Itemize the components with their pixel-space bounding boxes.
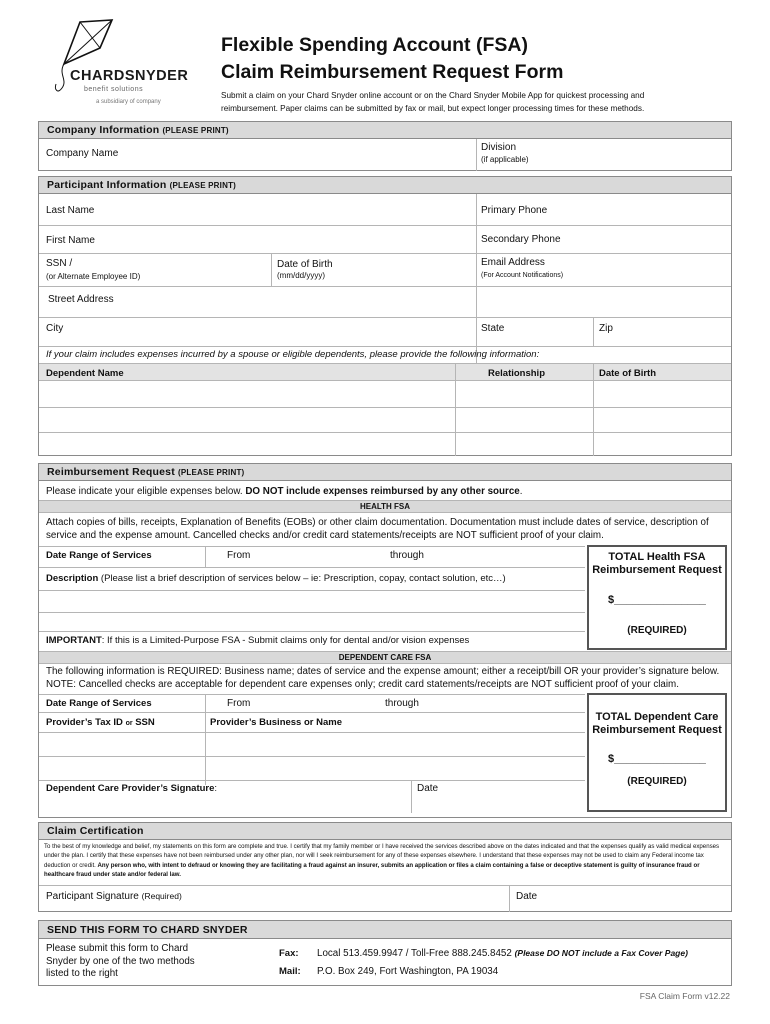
send-instructions: Please submit this form to Chard Snyder by one of the two methods listed to the right: [46, 943, 195, 979]
health-total-box[interactable]: [587, 545, 727, 650]
dob-field[interactable]: Date of Birth: [277, 259, 333, 270]
health-fsa-bar: HEALTH FSA: [39, 500, 731, 513]
division-note: (if applicable): [481, 155, 529, 164]
dep-required-text: The following information is REQUIRED: Business name; dates of service and the expense amount; either a receipt/bill OR your provider’s signature below. NOTE: Cancelled checks are acceptable for dependent care expenses only; credit card statements/receipts are NOT sufficient proof of your claim.: [46, 666, 720, 690]
fax-label: Fax:: [279, 948, 299, 959]
certification-heading: Claim Certification: [39, 823, 731, 840]
provider-business-label: Provider’s Business or Name: [210, 717, 342, 728]
division-field[interactable]: Division: [481, 142, 517, 153]
dependents-note: If your claim includes expenses incurred by a spouse or eligible dependents, please provide the following information:: [46, 349, 540, 360]
dep-dollar-field[interactable]: $_______________: [608, 753, 706, 765]
participant-signature-field[interactable]: Participant Signature (Required): [46, 891, 182, 902]
important-note: IMPORTANT: If this is a Limited-Purpose FSA - Submit claims only for dental and/or vision expenses: [46, 635, 470, 646]
company-name-field[interactable]: Company Name: [46, 148, 119, 159]
form-title-line2: Claim Reimbursement Request Form: [221, 61, 564, 83]
logo-parent: a subsidiary of company: [96, 99, 161, 105]
fax-value: Local 513.459.9947 / Toll-Free 888.245.8452 (Please DO NOT include a Fax Cover Page): [317, 948, 688, 959]
dep-date-range-label: Date Range of Services: [46, 698, 152, 709]
send-heading: SEND THIS FORM TO CHARD SNYDER: [39, 921, 731, 939]
dep-required-label: (REQUIRED): [627, 776, 687, 787]
dependent-dob-header: Date of Birth: [599, 368, 656, 379]
provider-tax-label: Provider’s Tax ID or SSN: [46, 717, 155, 728]
form-title-line1: Flexible Spending Account (FSA): [221, 34, 528, 56]
indicate-text: Please indicate your eligible expenses below. DO NOT include expenses reimbursed by any other source.: [46, 486, 523, 497]
company-heading: Company Information (PLEASE PRINT): [39, 122, 731, 139]
last-name-field[interactable]: Last Name: [46, 205, 95, 216]
intro-text: Submit a claim on your Chard Snyder online account or on the Chard Snyder Mobile App for quickest processing and reimbursement. Paper claims can be submitted by fax or mail, but expect longer processing times for these methods.: [221, 91, 645, 113]
health-total-label: TOTAL Health FSA Reimbursement Request: [592, 551, 722, 576]
dependent-row[interactable]: [39, 407, 731, 408]
logo-wordmark: CHARDSNYDER: [70, 68, 189, 84]
participant-date-field[interactable]: Date: [516, 891, 538, 902]
city-field[interactable]: City: [46, 323, 64, 334]
dob-note: (mm/dd/yyyy): [277, 271, 325, 280]
certification-text: To the best of my knowledge and belief, my statements on this form are complete and true. I certify that my family member or I have received the services described above on the dates indicated and that the expenses qualify as valid medical expenses under the plan. I certify that these expenses have not been reimbursed under any other plan, nor will I seek reimbursement for any of these expenses elsewhere. I understand that these expenses may not be used to claim any Federal income tax deduction or credit. Any person who, with intent to defraud or knowing they are facilitating a fraud against an insurer, submits an application or files a claim containing a false or deceptive statement is guilty of insurance fraud or healthcare fraud under state and/or federal law.: [44, 843, 720, 878]
street-address-field[interactable]: Street Address: [48, 294, 114, 305]
dep-total-label: TOTAL Dependent Care Reimbursement Request: [592, 711, 722, 736]
reimbursement-section: [38, 463, 732, 818]
dep-from-field[interactable]: From: [227, 698, 251, 709]
dep-total-box[interactable]: [587, 693, 727, 812]
zip-field[interactable]: Zip: [599, 323, 613, 334]
email-note: (For Account Notifications): [481, 272, 564, 279]
primary-phone-field[interactable]: Primary Phone: [481, 205, 548, 216]
provider-line[interactable]: [39, 756, 585, 757]
health-attach-text: Attach copies of bills, receipts, Explanation of Benefits (EOBs) or other claim documentation. Documentation must include dates of service, description of service and the expense amount. Cancelled checks and/or credit card statements/receipts are NOT sufficient proof of your claim.: [46, 517, 709, 541]
mail-label: Mail:: [279, 966, 301, 977]
participant-section: [38, 176, 732, 456]
provider-date-field[interactable]: Date: [417, 783, 439, 794]
dependent-care-bar: DEPENDENT CARE FSA: [39, 651, 731, 664]
form-version: FSA Claim Form v12.22: [639, 991, 730, 1001]
email-field[interactable]: Email Address: [481, 257, 545, 268]
provider-line[interactable]: [39, 732, 585, 733]
description-line[interactable]: [39, 612, 585, 613]
certification-section: [38, 822, 732, 912]
health-date-range-label: Date Range of Services: [46, 550, 152, 561]
mail-value: P.O. Box 249, Fort Washington, PA 19034: [317, 966, 499, 977]
health-dollar-field[interactable]: $_______________: [608, 594, 706, 606]
ssn-field[interactable]: SSN /: [46, 258, 73, 269]
description-line[interactable]: [39, 590, 585, 591]
first-name-field[interactable]: First Name: [46, 235, 95, 246]
company-section: [38, 121, 732, 171]
relationship-header: Relationship: [488, 368, 546, 379]
health-through-field[interactable]: through: [390, 550, 424, 561]
health-required-label: (REQUIRED): [627, 625, 687, 636]
reimbursement-heading: Reimbursement Request (PLEASE PRINT): [39, 464, 731, 481]
description-label: Description (Please list a brief description of services below – ie: Prescription, copay, contact solution, etc…): [46, 573, 506, 584]
dep-through-field[interactable]: through: [385, 698, 419, 709]
dependent-name-header: Dependent Name: [46, 368, 124, 379]
ssn-note: (or Alternate Employee ID): [46, 272, 141, 281]
dependent-row[interactable]: [39, 432, 731, 433]
company-logo: [40, 18, 220, 118]
health-from-field[interactable]: From: [227, 550, 251, 561]
send-section: [38, 920, 732, 986]
state-field[interactable]: State: [481, 323, 505, 334]
participant-heading: Participant Information (PLEASE PRINT): [39, 177, 731, 194]
provider-signature-field[interactable]: Dependent Care Provider’s Signature:: [46, 783, 218, 794]
logo-tagline: benefit solutions: [84, 86, 144, 93]
secondary-phone-field[interactable]: Secondary Phone: [481, 234, 561, 245]
